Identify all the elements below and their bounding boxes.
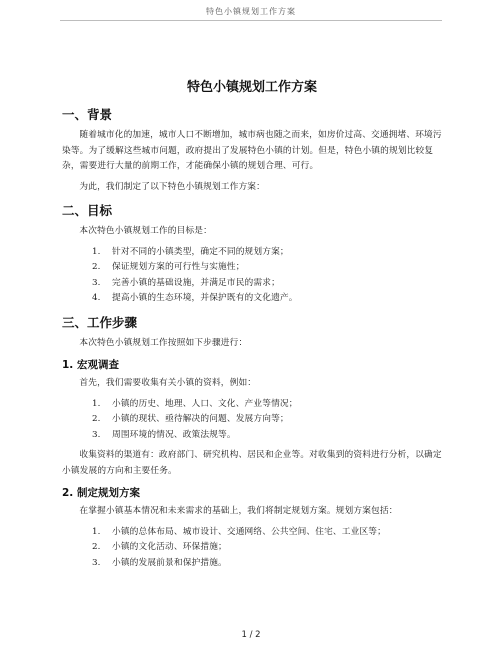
list-item-text: 保证规划方案的可行性与实施性；: [112, 262, 245, 272]
paragraph: 在掌握小镇基本情况和未来需求的基础上，我们将制定规划方案。规划方案包括：: [79, 506, 398, 516]
list-number: 4.: [92, 293, 101, 303]
list-number: 1.: [92, 246, 101, 257]
goals-list: [62, 245, 442, 307]
list-item-text: 小镇的文化活动、环保措施；: [112, 542, 227, 552]
page-number: 1 / 2: [241, 630, 261, 640]
list-number: 3.: [92, 557, 101, 568]
paragraph: 本次特色小镇规划工作的目标是：: [79, 226, 212, 236]
list-number: 1.: [92, 398, 101, 409]
section-heading-steps: 三、工作步骤: [62, 314, 138, 330]
list-item-text: 小镇的总体布局、城市设计、交通网络、公共空间、住宅、工业区等；: [112, 526, 386, 537]
paragraph: 本次特色小镇规划工作按照如下步骤进行：: [79, 337, 248, 348]
list-item: [62, 525, 442, 541]
list-item-text: 周围环境的情况、政策法规等。: [112, 429, 236, 440]
list-number: 1.: [92, 526, 101, 537]
list-number: 2.: [92, 414, 101, 424]
header-divider: [60, 20, 442, 21]
document-body: [62, 76, 442, 576]
list-item: [62, 540, 442, 556]
list-number: 2.: [92, 262, 101, 272]
running-header: 特色小镇规划工作方案: [206, 7, 296, 16]
list-item: [62, 276, 442, 292]
subsection-heading-survey: 1. 宏观调查: [62, 359, 119, 371]
list-item-text: 针对不同的小镇类型，确定不同的规划方案；: [112, 246, 289, 257]
list-number: 2.: [92, 542, 101, 552]
paragraph: 首先，我们需要收集有关小镇的资料，例如：: [79, 378, 257, 388]
list-item-text: 提高小镇的生态环境，并保护既有的文化遗产。: [112, 293, 298, 303]
paragraph: 为此，我们制定了以下特色小镇规划工作方案：: [79, 181, 265, 192]
list-item: [62, 397, 442, 413]
subsection-heading-plan: 2. 制定规划方案: [62, 487, 140, 499]
list-item-text: 小镇的发展前景和保护措施。: [112, 557, 227, 568]
paragraph: 收集资料的渠道有：政府部门、研究机构、居民和企业等。对收集到的资料进行分析，以确定小镇发展的方向和主要任务。: [62, 450, 442, 476]
list-item-text: 完善小镇的基础设施，并满足市民的需求；: [112, 277, 280, 288]
list-number: 3.: [92, 277, 101, 288]
section-heading-goals: 二、目标: [62, 203, 113, 218]
survey-list: [62, 397, 442, 444]
plan-list: [62, 525, 442, 572]
list-item-text: 小镇的历史、地理、人口、文化、产业等情况；: [112, 398, 298, 409]
document-title: 特色小镇规划工作方案: [186, 80, 317, 95]
list-item: [62, 245, 442, 261]
section-heading-background: 一、背景: [62, 107, 113, 122]
list-item: [62, 412, 442, 428]
list-item: [62, 428, 442, 444]
list-item: [62, 556, 442, 572]
list-number: 3.: [92, 429, 101, 440]
list-item-text: 小镇的现状、亟待解决的问题、发展方向等；: [112, 414, 289, 424]
list-item: [62, 291, 442, 307]
paragraph: 随着城市化的加速，城市人口不断增加，城市病也随之而来，如房价过高、交通拥堵、环境污染等。为了缓解这些城市问题，政府提出了发展特色小镇的计划。但是，特色小镇的规划比较复杂，需要进行大量的前期工作，才能确保小镇的规划合理、可行。: [62, 130, 442, 171]
list-item: [62, 260, 442, 276]
